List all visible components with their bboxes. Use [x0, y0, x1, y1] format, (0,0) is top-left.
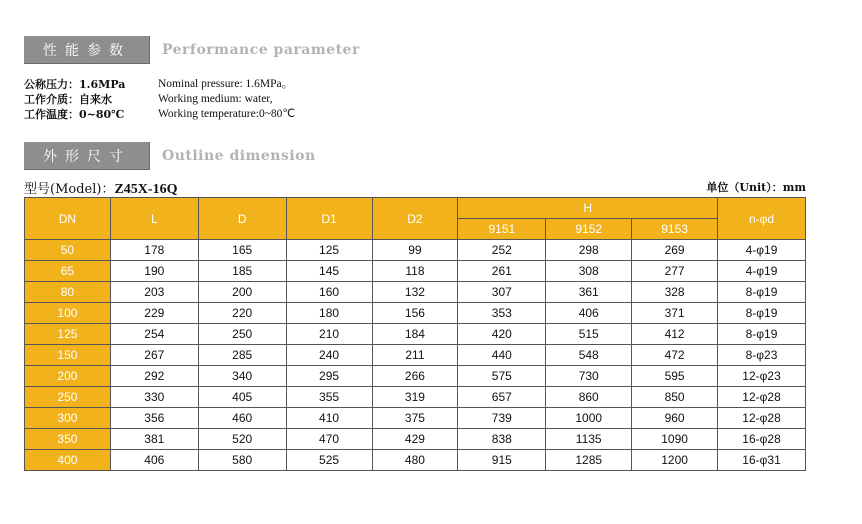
cell-l: 229: [110, 303, 198, 324]
header-l: L: [110, 198, 198, 240]
cell-h-9153: 850: [632, 387, 718, 408]
unit-label: 单位（Unit）：mm: [706, 181, 806, 194]
cell-h-9153: 1200: [632, 450, 718, 471]
cell-h-9153: 472: [632, 345, 718, 366]
cell-d2: 118: [372, 261, 458, 282]
performance-title-en: Performance parameter: [162, 42, 360, 58]
cell-d1: 210: [286, 324, 372, 345]
model-value: Z45X-16Q: [114, 182, 178, 197]
cell-h-9153: 277: [632, 261, 718, 282]
cell-d1: 180: [286, 303, 372, 324]
cell-h-9152: 860: [546, 387, 632, 408]
cell-nd: 12-φ28: [718, 387, 806, 408]
cell-h-9151: 838: [458, 429, 546, 450]
spec-row: [24, 77, 295, 92]
cell-h-9152: 308: [546, 261, 632, 282]
header-d: D: [198, 198, 286, 240]
cell-d1: 240: [286, 345, 372, 366]
cell-h-9152: 515: [546, 324, 632, 345]
table-row: [25, 303, 806, 324]
cell-d2: 266: [372, 366, 458, 387]
cell-h-9151: 575: [458, 366, 546, 387]
header-h-9153: 9153: [632, 219, 718, 240]
cell-h-9151: 307: [458, 282, 546, 303]
outline-section-header: [24, 142, 316, 170]
cell-d2: 429: [372, 429, 458, 450]
cell-d: 250: [198, 324, 286, 345]
table-row: [25, 387, 806, 408]
cell-nd: 8-φ19: [718, 324, 806, 345]
header-h: H: [458, 198, 718, 219]
spec-row: [24, 107, 295, 122]
table-row: [25, 408, 806, 429]
table-row: [25, 429, 806, 450]
cell-nd: 8-φ23: [718, 345, 806, 366]
cell-h-9152: 1000: [546, 408, 632, 429]
cell-h-9153: 371: [632, 303, 718, 324]
cell-dn: 200: [25, 366, 111, 387]
table-row: [25, 240, 806, 261]
cell-d1: 125: [286, 240, 372, 261]
cell-d1: 355: [286, 387, 372, 408]
cell-h-9152: 730: [546, 366, 632, 387]
spec-cn: 工作介质：自来水: [24, 93, 112, 106]
cell-l: 292: [110, 366, 198, 387]
cell-d1: 410: [286, 408, 372, 429]
performance-section-header: [24, 36, 360, 64]
cell-dn: 250: [25, 387, 111, 408]
cell-l: 406: [110, 450, 198, 471]
table-row: [25, 261, 806, 282]
cell-h-9153: 412: [632, 324, 718, 345]
cell-dn: 100: [25, 303, 111, 324]
cell-d1: 145: [286, 261, 372, 282]
cell-dn: 350: [25, 429, 111, 450]
cell-nd: 8-φ19: [718, 303, 806, 324]
table-row: [25, 324, 806, 345]
model-label: 型号(Model)：: [24, 182, 115, 197]
cell-l: 267: [110, 345, 198, 366]
cell-d2: 184: [372, 324, 458, 345]
cell-h-9151: 261: [458, 261, 546, 282]
cell-d: 520: [198, 429, 286, 450]
cell-h-9152: 298: [546, 240, 632, 261]
cell-dn: 80: [25, 282, 111, 303]
header-dn: DN: [25, 198, 111, 240]
cell-d2: 132: [372, 282, 458, 303]
cell-h-9153: 328: [632, 282, 718, 303]
cell-d1: 160: [286, 282, 372, 303]
cell-h-9152: 1285: [546, 450, 632, 471]
header-d1: D1: [286, 198, 372, 240]
table-row: [25, 366, 806, 387]
outline-title-cn: 外形尺寸: [24, 142, 150, 170]
cell-d: 340: [198, 366, 286, 387]
cell-h-9152: 361: [546, 282, 632, 303]
cell-d: 185: [198, 261, 286, 282]
cell-nd: 8-φ19: [718, 282, 806, 303]
cell-d2: 211: [372, 345, 458, 366]
cell-d1: 525: [286, 450, 372, 471]
table-row: [25, 282, 806, 303]
cell-h-9151: 739: [458, 408, 546, 429]
cell-d2: 156: [372, 303, 458, 324]
cell-d: 165: [198, 240, 286, 261]
cell-d: 285: [198, 345, 286, 366]
header-d2: D2: [372, 198, 458, 240]
cell-h-9151: 657: [458, 387, 546, 408]
cell-dn: 50: [25, 240, 111, 261]
performance-specs: [24, 77, 295, 122]
header-h-9152: 9152: [546, 219, 632, 240]
cell-h-9151: 420: [458, 324, 546, 345]
cell-h-9151: 440: [458, 345, 546, 366]
cell-d: 405: [198, 387, 286, 408]
cell-nd: 16-φ28: [718, 429, 806, 450]
cell-dn: 300: [25, 408, 111, 429]
cell-d2: 319: [372, 387, 458, 408]
cell-h-9151: 915: [458, 450, 546, 471]
cell-nd: 12-φ28: [718, 408, 806, 429]
cell-h-9151: 252: [458, 240, 546, 261]
cell-d2: 480: [372, 450, 458, 471]
dimension-table: [24, 197, 806, 471]
cell-d2: 375: [372, 408, 458, 429]
spec-cn: 工作温度：0~80℃: [24, 108, 125, 121]
cell-d: 220: [198, 303, 286, 324]
cell-h-9153: 960: [632, 408, 718, 429]
table-row: [25, 345, 806, 366]
cell-nd: 16-φ31: [718, 450, 806, 471]
cell-d2: 99: [372, 240, 458, 261]
cell-d1: 295: [286, 366, 372, 387]
performance-title-cn: 性能参数: [24, 36, 150, 64]
cell-h-9152: 406: [546, 303, 632, 324]
cell-d: 580: [198, 450, 286, 471]
cell-h-9153: 1090: [632, 429, 718, 450]
header-nd: n-φd: [718, 198, 806, 240]
cell-h-9153: 269: [632, 240, 718, 261]
cell-dn: 400: [25, 450, 111, 471]
cell-l: 356: [110, 408, 198, 429]
cell-d: 460: [198, 408, 286, 429]
cell-l: 330: [110, 387, 198, 408]
header-h-9151: 9151: [458, 219, 546, 240]
cell-l: 381: [110, 429, 198, 450]
cell-h-9153: 595: [632, 366, 718, 387]
cell-nd: 4-φ19: [718, 240, 806, 261]
spec-row: [24, 92, 295, 107]
cell-d: 200: [198, 282, 286, 303]
cell-h-9152: 548: [546, 345, 632, 366]
cell-l: 178: [110, 240, 198, 261]
cell-h-9151: 353: [458, 303, 546, 324]
spec-en: Nominal pressure: 1.6MPa。: [158, 78, 294, 90]
cell-l: 190: [110, 261, 198, 282]
outline-title-en: Outline dimension: [162, 148, 316, 164]
cell-dn: 65: [25, 261, 111, 282]
spec-en: Working medium: water,: [158, 93, 273, 105]
cell-dn: 125: [25, 324, 111, 345]
cell-l: 203: [110, 282, 198, 303]
cell-l: 254: [110, 324, 198, 345]
cell-nd: 4-φ19: [718, 261, 806, 282]
table-row: [25, 450, 806, 471]
cell-dn: 150: [25, 345, 111, 366]
cell-nd: 12-φ23: [718, 366, 806, 387]
spec-cn: 公称压力：1.6MPa: [24, 78, 126, 91]
cell-d1: 470: [286, 429, 372, 450]
spec-en: Working temperature:0~80℃: [158, 108, 296, 120]
model-line: [24, 178, 177, 198]
cell-h-9152: 1135: [546, 429, 632, 450]
